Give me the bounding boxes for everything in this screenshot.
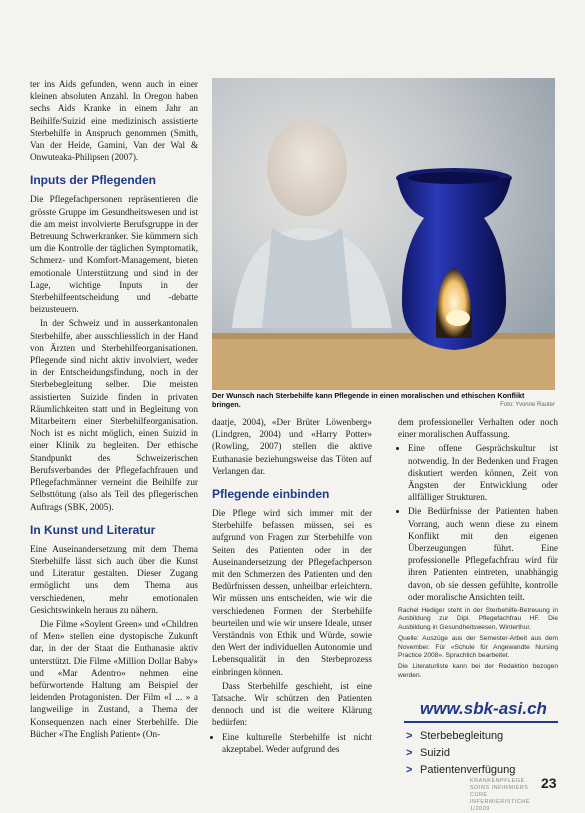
- ad-link-sterbebegleitung[interactable]: [406, 727, 515, 744]
- column-3: [398, 416, 558, 680]
- col3-bullet-list: [398, 442, 558, 603]
- heading-pflege: Pflegende einbinden: [212, 487, 330, 502]
- ad-link-label: Sterbebegleitung: [420, 729, 504, 742]
- col3-intro-paragraph: dem professioneller Verhalten oder noch einer moralischen Auffassung.: [398, 417, 558, 440]
- column-2: [212, 416, 372, 757]
- magazine-footer: KRANKENPFLEGE SOINS INFIRMIERS CURE INFERMIERISTICHE 1/2009: [470, 778, 530, 812]
- author-reference-2: Die Literaturliste kann bei der Redaktion bezogen werden.: [398, 663, 558, 679]
- bullet-item: • Eine kulturelle Sterbehilfe ist nicht akzeptabel. Weder aufgrund des: [222, 731, 372, 755]
- kunst-paragraph-1: Eine Auseinandersetzung mit dem Thema Sterbehilfe lässt sich auch über die Kunst und Literatur gestalten. Dieser Zugang ermöglicht uns dem Thema aus verschiedenen, mehr emotionalen Gesichtswinkeln heraus zu nähern.: [30, 543, 198, 615]
- chevron-right-icon: >: [406, 729, 413, 742]
- ad-link-patientenverfuegung[interactable]: [406, 761, 515, 778]
- chevron-right-icon: >: [406, 763, 413, 776]
- bullet-item: • Eine offene Gesprächskultur ist notwendig. In der Bedenken und Fragen diskutiert werden können, Zeit von Ängsten der Entwicklung oder allfälliger Strukturen.: [408, 442, 558, 503]
- ad-link-list: [406, 727, 515, 778]
- pflege-paragraph-2: Dass Sterbehilfe geschieht, ist eine Tatsache. Wir schützen den Patienten dennoch und ist die weitere Klärung bedürfen:: [212, 680, 372, 728]
- pflege-paragraph-1: Die Pflege wird sich immer mit der Sterbehilfe befassen müssen, sei es aufgrund von Fragen zur Sterbehilfe von Seiten des Patienten oder in der Auseinandersetzung der Pflegefachperson mit den Schmerzen des Patienten und den Bedürfnissen dessen, unheilbar erleichtern. Wir müssen uns entscheiden, wie wir die verschiedenen Formen der Sterbehilfe beurteilen und wie wir unsere Ideale, unser Verständnis von Ethik und Würde, sowie den Wert der individuellen Autonomie und Lebensqualität in den Sterbeprozess einbringen können.: [212, 508, 372, 677]
- ad-link-suizid[interactable]: [406, 744, 515, 761]
- website-link[interactable]: www.sbk-asi.ch: [420, 699, 547, 718]
- ad-divider: [404, 721, 558, 723]
- heading-kunst: In Kunst und Literatur: [30, 522, 156, 537]
- photo-caption: Der Wunsch nach Sterbehilfe kann Pflegende in einen moralischen und ethischen Konflikt bringen.: [212, 391, 525, 409]
- photo-credit: Foto: Yvonne Rauter: [500, 402, 555, 408]
- ad-link-label: Suizid: [420, 746, 450, 759]
- author-box: [398, 607, 558, 680]
- photo-aroma-lamp: [212, 78, 555, 390]
- col2-intro-paragraph: daatje, 2004), «Der Brüter Löwenberg» (Lindgren, 2004) und «Harry Potter» (Rowling, 2007) stellen die aktive Euthanasie beziehungsweise das Töten auf Verlangen dar.: [212, 417, 372, 476]
- column-1: [30, 78, 198, 742]
- page-number: 23: [541, 775, 557, 791]
- col1-intro-paragraph: ter ins Aids gefunden, wenn auch in einer kleinen absoluten Anzahl. In Oregon haben sechs Aids Kranke in einem Jahr an Beihilfe/Suizid eine medizinisch assistierte Sterbehilfe in Anspruch genommen (Smith, Van der Heide, Gamini, Van der Wal & Onwuteaka-Philipsen (2007).: [30, 79, 198, 163]
- author-reference: Quelle: Auszüge aus der Semester-Arbeit aus dem November. Für «Schule für Angewandte Nursing Practice 2008». Sprachlich bearbeitet.: [398, 635, 558, 660]
- author-bio: Rachel Hediger steht in der Sterbehilfe-Betreuung in Ausbildung zur Dipl. Pflegefachfrau HF. Die Ausbildung in Gesundheitswesen, Winterthur.: [398, 607, 558, 631]
- chevron-right-icon: >: [406, 746, 413, 759]
- pflege-bullet-list: [212, 731, 372, 755]
- bullet-item: • Die Bedürfnisse der Patienten haben Vorrang, auch wenn diese zu einem Konflikt mit den eigenen Überzeugungen führt. Eine professionelle Pflegefachfrau wird für ihren Patienten eintreten, unabhängig davon, ob sie dessen gefühlte, kontrolle oder moralische Ansichten teilt.: [408, 505, 558, 603]
- inputs-paragraph-1: Die Pflegefachpersonen repräsentieren die grösste Gruppe im Gesundheitswesen und ist die am meist involvierte Berufsgruppe in der Betreuung Schwerkranker. Sie kümmern sich um die Kontrolle der täglichen Symptomatik, Schmerz- und Komfort-Management, bieten emotionale Unterstützung und sind in der Lage, wichtige Inputs in der Sterbehilfeentscheidung und -debatte beizusteuern.: [30, 194, 198, 315]
- kunst-paragraph-2: Die Filme «Soylent Green» und «Children of Men» stellen eine dystopische Zukunft dar, in der der Staat die Euthanasie aktiv unterstützt. Die Filme «Million Dollar Baby» und «Mar Adentro» nehmen eine befürwortende Haltung am Beispiel der leidenden Protagonisten. Der Film «I ... » a langweilige in Zustand, a Thema der Konsequenzen nach einer Sterbehilfe. Die Bücher «The English Patient» (On-: [30, 618, 198, 739]
- inputs-paragraph-2: In der Schweiz und in ausserkantonalen Sterbehilfe, aber ausschliesslich in der Hand von Ärzten und Sterbehilfeorganisationen. Pflegende sind nicht aktiv involviert, weder in der Entscheidungsfindung, noch in der Sterbebegleitung selber. Die meisten assistierten Suizide finden in privaten Räumlichkeiten statt und in Begleitung von Mitarbeitern einer Sterbehilfeorganisation. Noch ist es nicht möglich, einen Suizid in einer Klinik zu begleiten. Der ethische Standpunkt des Schweizerischen Berufsverbandes der Pflegefachfrauen und Pflegefachmänner verneint die Beihilfe zur Selbsttötung (also als Teil des pflegerischen Auftrags (SBK, 2005).: [30, 318, 198, 512]
- ad-link-label: Patientenverfügung: [420, 763, 516, 776]
- heading-inputs: Inputs der Pflegenden: [30, 173, 157, 188]
- photo-illustration: [212, 78, 555, 390]
